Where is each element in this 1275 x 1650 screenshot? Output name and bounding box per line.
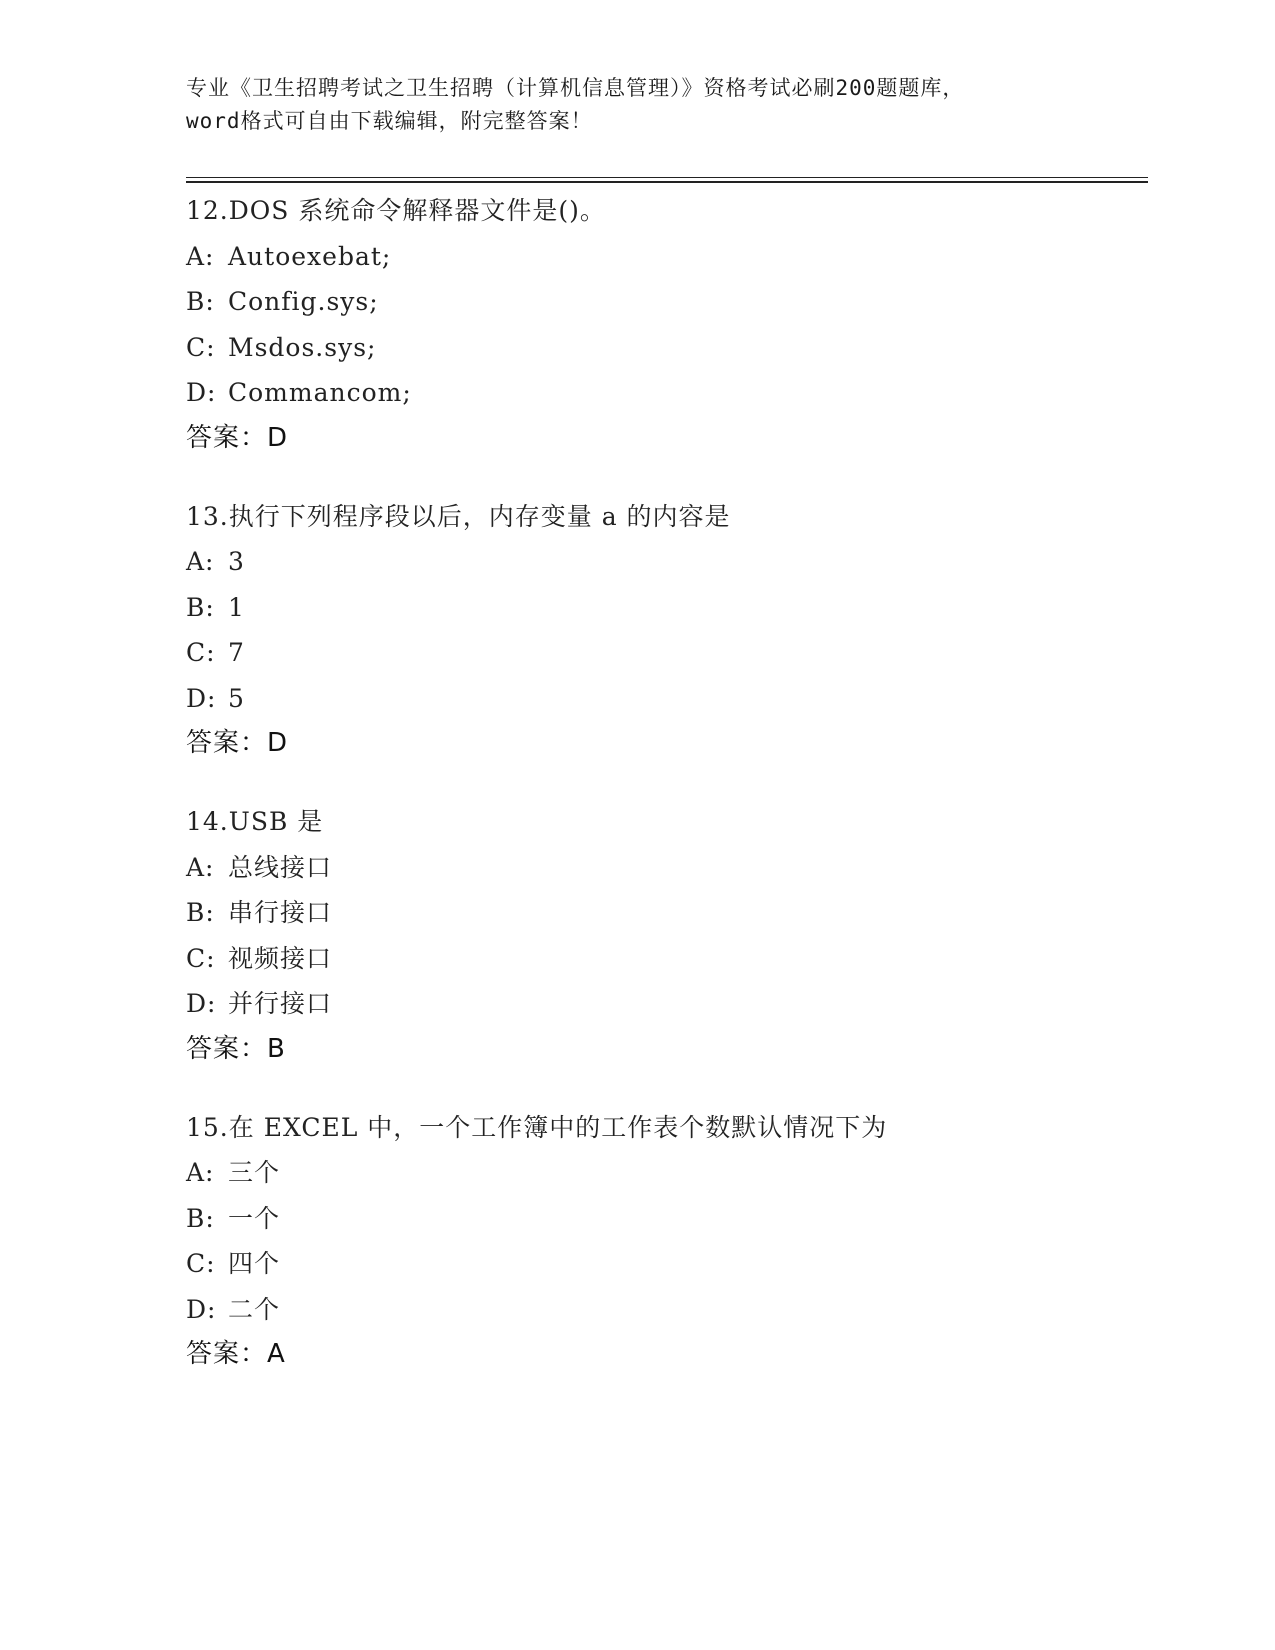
question-list bbox=[186, 188, 1146, 1410]
question-12 bbox=[186, 188, 1146, 460]
header-line-2: word格式可自由下载编辑，附完整答案！ bbox=[186, 109, 593, 133]
option-key: A: bbox=[186, 1158, 215, 1187]
option-b bbox=[186, 1196, 1146, 1242]
option-c bbox=[186, 325, 1146, 371]
answer: 答案：A bbox=[186, 1339, 286, 1369]
option-key: D: bbox=[186, 989, 217, 1018]
option-key: B: bbox=[186, 287, 215, 316]
option-a bbox=[186, 1150, 1146, 1196]
option-a bbox=[186, 539, 1146, 585]
document-header bbox=[186, 72, 1086, 138]
question-stem: 15.在 EXCEL 中，一个工作簿中的工作表个数默认情况下为 bbox=[186, 1112, 888, 1142]
header-line-1: 专业《卫生招聘考试之卫生招聘（计算机信息管理）》资格考试必刷200题题库， bbox=[186, 76, 965, 100]
option-key: C: bbox=[186, 1249, 216, 1278]
option-text: 四个 bbox=[228, 1249, 281, 1278]
option-d bbox=[186, 1287, 1146, 1333]
option-key: C: bbox=[186, 332, 216, 362]
question-15 bbox=[186, 1105, 1146, 1377]
option-text: 1 bbox=[228, 592, 245, 622]
option-text: Msdos.sys; bbox=[228, 332, 377, 362]
option-text: Autoexebat; bbox=[228, 241, 392, 271]
option-text: 总线接口 bbox=[228, 852, 333, 882]
option-c bbox=[186, 1241, 1146, 1287]
option-text: 三个 bbox=[228, 1158, 281, 1187]
option-b bbox=[186, 585, 1146, 631]
question-stem: 14.USB 是 bbox=[186, 807, 324, 836]
option-text: 3 bbox=[228, 547, 245, 576]
option-key: C: bbox=[186, 638, 216, 667]
header-divider-thin bbox=[186, 177, 1148, 178]
option-a bbox=[186, 845, 1146, 891]
option-text: 视频接口 bbox=[228, 943, 333, 973]
option-d bbox=[186, 370, 1146, 416]
option-key: B: bbox=[186, 592, 215, 622]
question-14 bbox=[186, 799, 1146, 1071]
answer: 答案：D bbox=[186, 422, 289, 453]
option-key: A: bbox=[186, 241, 215, 271]
option-text: Commancom; bbox=[228, 378, 412, 407]
option-text: 二个 bbox=[228, 1294, 281, 1324]
question-stem: 13.执行下列程序段以后，内存变量 a 的内容是 bbox=[186, 501, 731, 531]
option-text: 7 bbox=[228, 638, 245, 667]
option-c bbox=[186, 936, 1146, 982]
header-divider-thick bbox=[186, 181, 1148, 183]
option-key: B: bbox=[186, 898, 215, 927]
option-a bbox=[186, 234, 1146, 280]
option-d bbox=[186, 981, 1146, 1027]
answer: 答案：B bbox=[186, 1033, 286, 1064]
option-key: A: bbox=[186, 852, 215, 882]
option-key: C: bbox=[186, 943, 216, 973]
option-key: D: bbox=[186, 683, 217, 713]
option-key: D: bbox=[186, 378, 217, 407]
option-b bbox=[186, 890, 1146, 936]
option-text: 并行接口 bbox=[228, 989, 333, 1018]
question-13 bbox=[186, 494, 1146, 766]
answer: 答案：D bbox=[186, 728, 289, 758]
option-d bbox=[186, 676, 1146, 722]
option-c bbox=[186, 630, 1146, 676]
option-text: 5 bbox=[228, 683, 245, 713]
option-key: B: bbox=[186, 1203, 215, 1233]
option-key: A: bbox=[186, 547, 215, 576]
option-text: 一个 bbox=[228, 1203, 281, 1233]
option-b bbox=[186, 279, 1146, 325]
option-text: Config.sys; bbox=[228, 287, 379, 316]
option-key: D: bbox=[186, 1294, 217, 1324]
option-text: 串行接口 bbox=[228, 898, 333, 927]
question-stem: 12.DOS 系统命令解释器文件是()。 bbox=[186, 196, 606, 225]
